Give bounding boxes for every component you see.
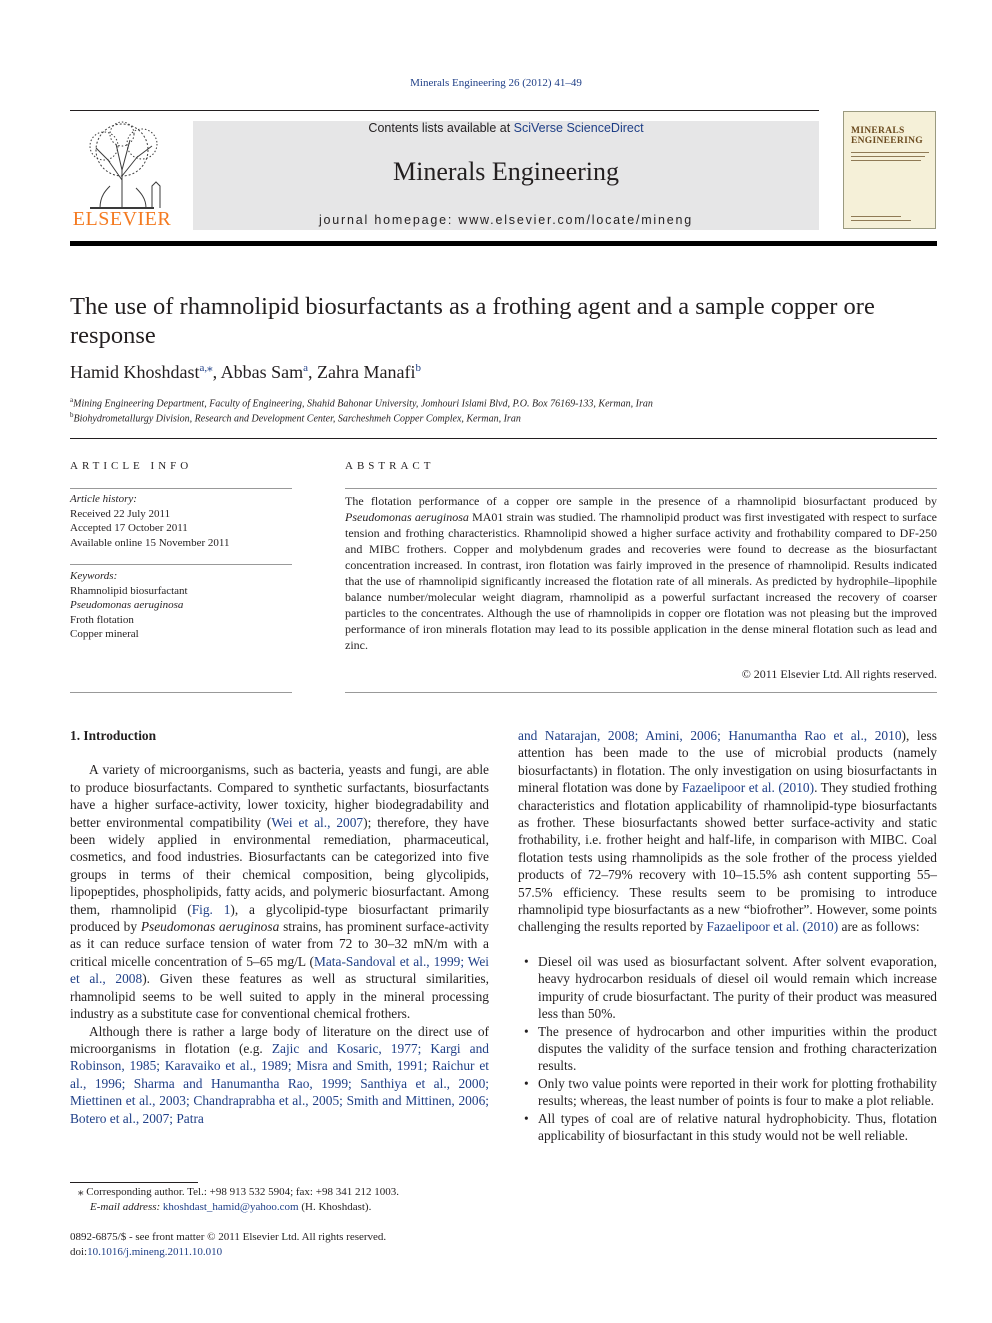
keyword: Rhamnolipid biosurfactant (70, 584, 188, 597)
list-item: • Diesel oil was used as biosurfactant solvent. After solvent evaporation, heavy hydrocarbon residuals of diesel oil would remain which increase impurity of crude biosurfactant. The purity of their product was measured less than 50%. (524, 953, 937, 1022)
accepted-date: Accepted 17 October 2011 (70, 522, 188, 534)
keyword: Pseudomonas aeruginosa (70, 599, 184, 611)
list-item: • The presence of hydrocarbon and other impurities within the product disputes the validity of the surface tension and frothing characterization results. (524, 1023, 937, 1074)
citation-link[interactable]: Zajic and Kosaric, 1977; Kargi and Robinson, 1985; Karavaiko et al., 1989; Misra and Smith, 1991; Raichur et al., 1996; Sharma and Hanumantha Rao, 1999; Santhiya et al., 2000; Miettinen et al., 2003; Chandraprabha et al., 2005; Smith and Mittinen, 2006; Botero et al., 2007; Patra (70, 1040, 489, 1126)
citation-link[interactable]: Fazaelipoor et al. (2010) (706, 919, 839, 935)
figure-link[interactable]: Fig. 1 (191, 901, 231, 917)
elsevier-logo (70, 120, 174, 232)
keywords-block: Keywords: Rhamnolipid biosurfactant Pseudomonas aeruginosa Froth flotation Copper mineral (70, 570, 188, 640)
journal-citation[interactable]: Minerals Engineering 26 (2012) 41–49 (410, 77, 582, 89)
author-affil-mark[interactable]: a,⁎ (199, 362, 213, 374)
section-heading: 1. Introduction (70, 728, 157, 743)
body-paragraph: and Natarajan, 2008; Amini, 2006; Hanumantha Rao et al., 2010), less attention has been made to the use of microbial products (namely biosurfactants) in flotation. The only investigation on using biosurfactants in mineral flotation was done by Fazaelipoor et al. (2010). They studied frothing characteristics and flotation applicability of rhamnolipid-type biosurfactants as frother. These biosurfactants showed better surface-activity and static frothability, i.e. frother height and half-life, in comparison with MIBC. Coal flotation tests using rhamnolipids as the sole frother of the process yielded products of 72–79% recovery with 10–15.5% ash content supporting 55–57.5% efficiency. These results seem to be promising to introduce rhamnolipid type biosurfactants as a new “biofrother”. However, some points challenging the results reported by Fazaelipoor et al. (2010) are as follows: (518, 728, 938, 935)
abstract-bottom-rule (345, 692, 937, 693)
bullet-icon: • (524, 1110, 529, 1126)
bullet-list (518, 953, 937, 1144)
corresponding-mark: ⁎ (78, 1186, 84, 1198)
citation-link[interactable]: Fazaelipoor et al. (2010) (682, 780, 815, 796)
footnote-rule (70, 1182, 198, 1183)
doi-link[interactable]: 10.1016/j.mineng.2011.10.010 (87, 1245, 223, 1258)
elsevier-tree-icon (70, 120, 174, 212)
received-date: Received 22 July 2011 (70, 507, 171, 520)
affiliation-b: $^b$Biohydrometallurgy Division, Research and Development Center, Sarcheshmeh Copper Complex, Kerman, Iran (70, 411, 521, 425)
list-item: • Only two value points were reported in their work for plotting frothability results; whereas, the least number of points is four to make a plot reliable. (524, 1075, 937, 1109)
abstract-heading: ABSTRACT (345, 460, 435, 472)
publisher-name: ELSEVIER (72, 208, 172, 230)
author-name: Hamid Khoshdast (70, 362, 200, 382)
online-date: Available online 15 November 2011 (70, 536, 230, 549)
list-item: • All types of coal are of relative natural hydrophobicity. Thus, flotation applicability of biosurfactant in this study would not be well reliable. (524, 1110, 937, 1143)
body-column-right (518, 727, 937, 1144)
body-paragraph: A variety of microorganisms, such as bacteria, yeasts and fungi, are able to produce biosurfactants. Compared to synthetic surfactants, biosurfactants have a higher surface-activity, lower toxicity, higher biodegradability and better environmental compatibility (Wei et al., 2007); therefore, they have been widely applied in environmental remediation, pharmaceutical, cosmetics, and food industries. Biosurfactants can be categorized into five groups in terms of their chemical composition, being glycolipids, lipopeptides, phospholipids, fatty acids, and polymeric biosurfactant. Among them, rhamnolipid (Fig. 1), a glycolipid-type biosurfactant primarily produced by Pseudomonas aeruginosa strains, has prominent surface-activity as it can reduce surface tension of water from 72 to 30–32 mN/m with a critical micelle concentration of 5–65 mg/L (Mata-Sandoval et al., 1999; Wei et al., 2008). Given these features as well as structural similarities, rhamnolipid seems to be well suited to apply in the mineral processing industry as a substitute case for conventional chemical frothers. (70, 762, 490, 1022)
footnote: ⁎ Corresponding author. Tel.: +98 913 532 5904; fax: +98 341 212 1003. E-mail address: khoshdast_hamid@yahoo.com (H. Khoshdast). (78, 1186, 399, 1213)
email-link[interactable]: khoshdast_hamid@yahoo.com (162, 1201, 299, 1213)
header-thick-rule (70, 241, 937, 246)
journal-cover-thumbnail[interactable] (843, 111, 936, 229)
article-info-rule (70, 488, 292, 489)
author-list: Hamid Khoshdast$^{a,⁎}$, Abbas Sam$^a$, Zahra Manafi$^b$ (70, 362, 421, 382)
contents-prefix: Contents lists available at (368, 121, 514, 135)
abstract-text: The flotation performance of a copper ore sample in the presence of a rhamnolipid biosurfactant produced by Pseudomonas aeruginosa MA01 strain was studied. The rhamnolipid product was first investigated with respect to surface tension and frothing characteristics. Rhamnolipid showed a higher surface activity and frothability compared to DF-250 and MIBC frothers. Copper and molybdenum grades and recoveries were found to decrease as the biosurfactant concentration increased. In contrast, iron flotation was fairly improved in the presence of rhamnolipid. Results indicated that the use of rhamnolipid significantly increased the flotation rate of all minerals. As predicted by hydrophile–lipophile balance number/molecular weight diagram, rhamnolipid as a powerful surfactant increased the recovery of coarser particles to the concentrates. Although the use of rhamnolipids in copper ore flotation was not pleasing but the improved performance of iron minerals flotation may lead to its possible application in the dense mineral flotation such as lead and zinc. (345, 494, 938, 652)
sciencedirect-link[interactable]: SciVerse ScienceDirect (513, 121, 644, 135)
article-history: Article history: Received 22 July 2011 Accepted 17 October 2011 Available online 15 November 2011 (70, 493, 230, 549)
body-paragraph: Although there is rather a large body of literature on the direct use of microorganisms in flotation (e.g. Zajic and Kosaric, 1977; Kargi and Robinson, 1985; Karavaiko et al., 1989; Misra and Smith, 1991; Raichur et al., 1996; Sharma and Hanumantha Rao, 1999; Santhiya et al., 2000; Miettinen et al., 2003; Chandraprabha et al., 2005; Smith and Mittinen, 2006; Botero et al., 2007; Patra (70, 1023, 489, 1126)
keywords-rule (70, 564, 292, 565)
citation-link[interactable]: and Natarajan, 2008; Amini, 2006; Hanumantha Rao et al., 2010 (518, 728, 902, 743)
citation-link[interactable]: Mata-Sandoval et al., 1999; Wei et al., 2008 (70, 953, 489, 987)
journal-homepage[interactable]: journal homepage: www.elsevier.com/locate/mineng (318, 213, 694, 227)
cover-title: MINERALS ENGINEERING (851, 126, 923, 146)
affiliation-a: $^a$Mining Engineering Department, Faculty of Engineering, Shahid Bahonar University, Jomhouri Islami Blvd, P.O. Box 76169-133, Kerman, Iran (70, 396, 653, 410)
body-column-left (70, 727, 489, 1127)
contents-line (193, 121, 819, 135)
section-rule (70, 438, 937, 439)
author-affil-mark[interactable]: b (415, 362, 421, 374)
copyright-notice: © 2011 Elsevier Ltd. All rights reserved. (741, 667, 937, 681)
abstract-rule (345, 488, 937, 489)
header-rule (70, 110, 819, 111)
bullet-icon: • (524, 953, 529, 969)
article-title: The use of rhamnolipid biosurfactants as a frothing agent and a sample copper ore response (70, 293, 875, 349)
keyword: Froth flotation (70, 613, 134, 626)
keyword: Copper mineral (70, 628, 139, 640)
citation-link[interactable]: Wei et al., 2007 (271, 814, 364, 830)
author-name: Abbas Sam (220, 362, 304, 382)
article-info-heading: ARTICLE INFO (70, 460, 193, 472)
bullet-icon: • (524, 1023, 529, 1039)
bullet-icon: • (524, 1075, 529, 1091)
issn-line: 0892-6875/$ - see front matter © 2011 Elsevier Ltd. All rights reserved. (70, 1231, 387, 1243)
journal-title: Minerals Engineering (393, 157, 619, 186)
author-affil-mark[interactable]: a (303, 362, 309, 374)
page-bottom-info: 0892-6875/$ - see front matter © 2011 Elsevier Ltd. All rights reserved. doi:10.1016/j.mineng.2011.10.010 (70, 1231, 387, 1258)
article-info-bottom-rule (70, 692, 292, 693)
author-name: Zahra Manafi (317, 362, 416, 382)
